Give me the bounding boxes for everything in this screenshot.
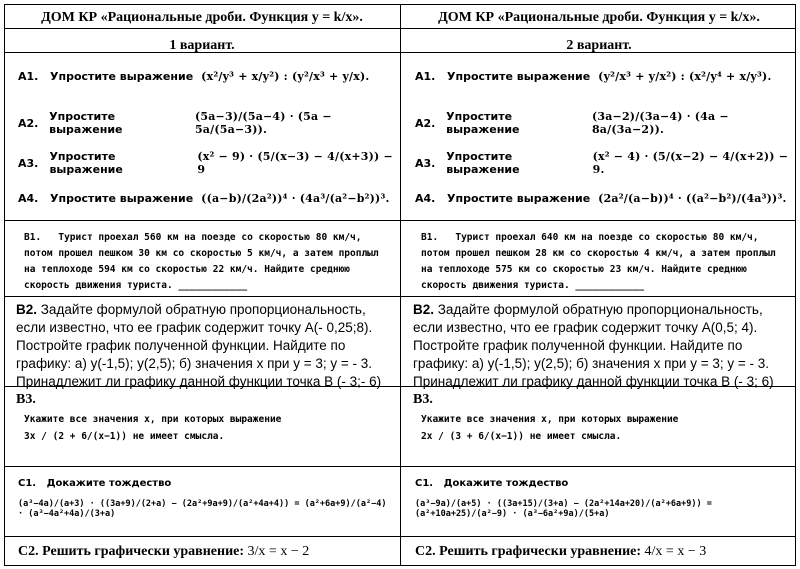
task-id: A4.	[18, 192, 39, 205]
variant-2-column	[401, 4, 797, 566]
task-id: A1.	[415, 70, 436, 83]
page-title: ДОМ КР «Рациональные дроби. Функция y = k/x».	[438, 10, 760, 25]
task-expression: (2a²/(a−b))⁴ · ((a²−b²)/(4a³))³.	[598, 192, 787, 205]
task-a3	[18, 150, 400, 176]
task-text: Задайте формулой обратную пропорциональность, если известно, что ее график содержит точку A(- 0,25;8). Постройте график полученной функции. Найдите по графику: а) y(-1,5); y(2,5); б) значения x при y = 3; y = - 3. Принадлежит ли графику данной функции точка B (- 3;- 6)	[16, 302, 382, 389]
task-a2	[415, 110, 797, 136]
task-text: Докажите тождество	[443, 478, 569, 489]
task-a4	[415, 192, 787, 205]
task-text: Упростите выражение	[446, 150, 520, 176]
task-tail: не имеет смысла.	[132, 431, 225, 442]
task-b1	[24, 230, 384, 294]
task-tail: не имеет смысла.	[529, 431, 622, 442]
task-a3	[415, 150, 797, 176]
task-c2	[415, 544, 706, 560]
task-expression: (a³−9a)/(a+5) · ((3a+15)/(3+a) − (2a²+14a+20)/(a²+6a+9)) = (a²+10a+25)/(a²−9) · (a³−6a²+9a)/(5+a)	[415, 499, 712, 519]
task-expression: (x² − 9) · (5/(x−3) − 4/(x+3)) − 9	[197, 150, 393, 176]
task-b3	[421, 414, 791, 442]
task-text: Упростите выражение	[50, 70, 194, 83]
task-text: Задайте формулой обратную пропорциональность, если известно, что ее график содержит точку A(0,5; 4). Постройте график полученной функции. Найдите по графику: а) y(-1,5); y(2,5); б) значения x при y = 3; y = - 3. Принадлежит ли графику данной функции точка B (- 3; 6)	[413, 302, 774, 389]
task-id: C2.	[18, 544, 39, 559]
task-id: A2.	[18, 116, 39, 130]
task-id: B1.	[24, 232, 42, 243]
task-id: A3.	[415, 156, 436, 170]
task-id: B3.	[413, 392, 433, 407]
task-b2	[413, 301, 793, 391]
variant-label: 2 вариант.	[566, 38, 632, 53]
task-a1	[415, 70, 771, 83]
task-a4	[18, 192, 390, 205]
task-text: Турист проехал 640 км на поезде со скоростью 80 км/ч, потом прошел пешком 28 км со скоростью 4 км/ч, а затем проплыл на теплоходе 575 км со скоростью 23 км/ч. Найдите среднюю скорость движения туриста. ____________	[421, 232, 776, 291]
task-c1	[18, 478, 394, 519]
task-text: Турист проехал 560 км на поезде со скоростью 80 км/ч, потом прошел пешком 30 км со скоростью 5 км/ч, а затем проплыл на теплоходе 594 км со скоростью 22 км/ч. Найдите среднюю скорость движения туриста. ____________	[24, 232, 379, 291]
task-expression: (3a−2)/(3a−4) · (4a − 8a/(3a−2)).	[591, 110, 729, 136]
variant-label: 1 вариант.	[169, 38, 235, 53]
task-id: C1.	[415, 478, 434, 489]
task-text: Упростите выражение	[50, 192, 194, 205]
task-a2	[18, 110, 400, 136]
task-expression: (5a−3)/(5a−4) · (5a − 5a/(5a−3)).	[194, 110, 332, 136]
task-text: Упростите выражение	[447, 192, 591, 205]
task-expression: ((a−b)/(2a²))⁴ · (4a³/(a²−b²))³.	[201, 192, 390, 205]
task-id: B2.	[16, 302, 38, 317]
task-id: A3.	[18, 156, 39, 170]
task-id: A2.	[415, 116, 436, 130]
task-b3	[24, 414, 394, 442]
task-expression: 2x / (3 + 6/(x−1))	[421, 431, 524, 442]
task-expression: (a³−4a)/(a+3) · ((3a+9)/(2+a) − (2a²+9a+9)/(a²+4a+4)) = (a²+6a+9)/(a²−4) · (a³−4a²+4a)/(3+a)	[18, 499, 387, 519]
task-text: Упростите выражение	[446, 110, 520, 136]
task-expression: 3/x = x − 2	[247, 544, 310, 559]
variant-1-column	[4, 4, 400, 566]
task-text: Упростите выражение	[447, 70, 591, 83]
task-expression: (y²/x³ + y/x²) : (x²/y⁴ + x/y³).	[598, 70, 772, 83]
task-b1	[421, 230, 781, 294]
task-c1	[415, 478, 791, 519]
task-text: Решить графически уравнение:	[42, 544, 245, 559]
task-id: A1.	[18, 70, 39, 83]
task-id: B2.	[413, 302, 435, 317]
task-expression: 4/x = x − 3	[644, 544, 707, 559]
task-text: Докажите тождество	[46, 478, 172, 489]
task-id: A4.	[415, 192, 436, 205]
task-text: Упростите выражение	[49, 110, 123, 136]
task-id: B1.	[421, 232, 439, 243]
task-text: Упростите выражение	[49, 150, 123, 176]
task-expression: (x² − 4) · (5/(x−2) − 4/(x+2)) − 9.	[592, 150, 789, 176]
task-text: Укажите все значения x, при которых выражение	[421, 414, 679, 425]
task-text: Решить графически уравнение:	[439, 544, 642, 559]
task-c2	[18, 544, 309, 560]
task-id: B3.	[16, 392, 36, 407]
task-text: Укажите все значения x, при которых выражение	[24, 414, 282, 425]
task-id: C1.	[18, 478, 37, 489]
task-expression: (x²/y³ + x/y²) : (y²/x³ + y/x).	[201, 70, 370, 83]
task-id: C2.	[415, 544, 436, 559]
page-title: ДОМ КР «Рациональные дроби. Функция y = k/x».	[41, 10, 363, 25]
task-b2	[16, 301, 396, 391]
task-expression: 3x / (2 + 6/(x−1))	[24, 431, 127, 442]
task-a1	[18, 70, 369, 83]
